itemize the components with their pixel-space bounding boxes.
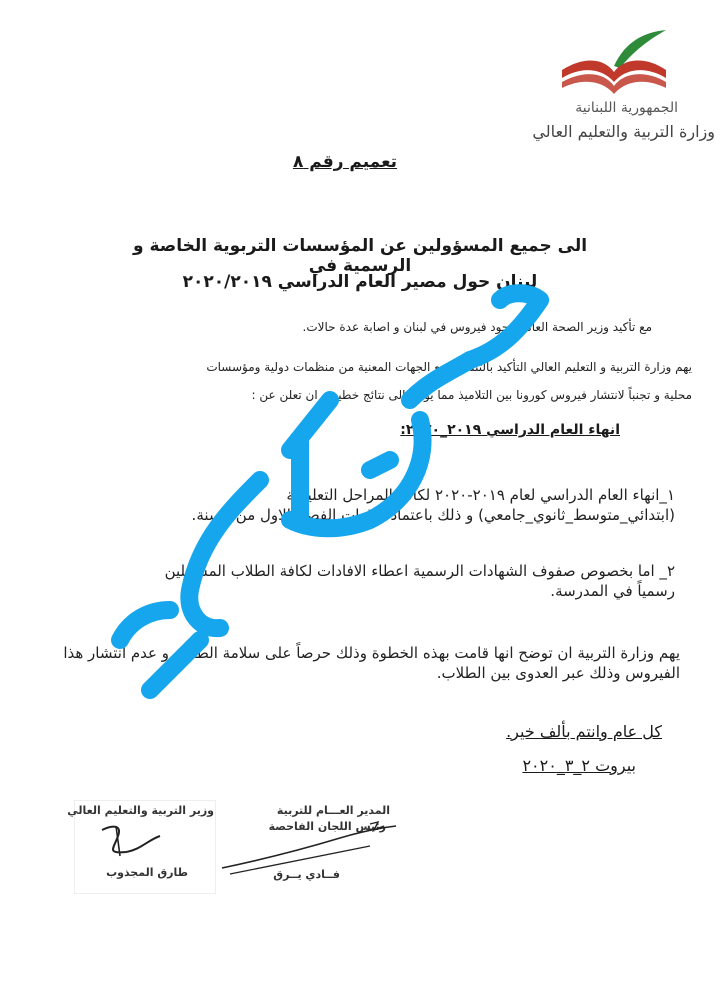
- intro-line-3: محلية و تجنباً لانتشار فيروس كورونا بين التلاميذ مما يؤدي الى نتائج خطيرة، ان تعلن عن :: [251, 388, 692, 402]
- place-date: بيروت ٢_٣_٢٠٢٠: [522, 756, 636, 775]
- ministry-logo: [554, 26, 672, 100]
- director-title-2: رئيس اللجان الفاحصة: [268, 820, 386, 833]
- section-title: انهاء العام الدراسي ٢٠١٩_٢٠٢٠:: [400, 422, 620, 438]
- item-2-line-2: رسمياً في المدرسة.: [550, 582, 675, 600]
- intro-line-2: يهم وزارة التربية و التعليم العالي التأكيد بالتنسيق مع الجهات المعنية من منظمات دولية ومؤسسات: [206, 360, 692, 374]
- intro-line-1: مع تأكيد وزير الصحة العامة وجود فيروس في لبنان و اصابة عدة حالات.: [302, 320, 652, 334]
- heading-line-1: الى جميع المسؤولين عن المؤسسات التربوية الخاصة و الرسمية في: [132, 236, 588, 276]
- item-1-line-2: (ابتدائي_متوسط_ثانوي_جامعي) و ذلك باعتماد علامات الفصل الاول من السنة.: [191, 506, 675, 524]
- minister-signature: [96, 822, 166, 860]
- republic-name: الجمهورية اللبنانية: [575, 100, 678, 116]
- closing-line-2: الفيروس وذلك عبر العدوى بين الطلاب.: [436, 664, 680, 682]
- director-signature: [220, 820, 400, 880]
- minister-name: طارق المجذوب: [106, 866, 188, 879]
- closing-line-1: يهم وزارة التربية ان توضح انها قامت بهذه الخطوة وذلك حرصاً على سلامة الطلاب و عدم انتشار هذا: [63, 644, 680, 662]
- item-2-line-1: ٢_ اما بخصوص صفوف الشهادات الرسمية اعطاء الافادات لكافة الطلاب المسجلين: [164, 562, 675, 580]
- director-name: فــادي يــرق: [273, 868, 340, 881]
- item-1-line-1: ١_انهاء العام الدراسي لعام ٢٠١٩-٢٠٢٠ لكافة المراحل التعليمية: [286, 486, 675, 504]
- minister-title: وزير التربية والتعليم العالي: [67, 804, 214, 817]
- director-title-1: المدير العـــام للتربية: [276, 804, 390, 817]
- greeting: كل عام وانتم بألف خير.: [506, 722, 662, 741]
- heading-line-2: لبنان حول مصير العام الدراسي ٢٠٢٠/٢٠١٩: [182, 272, 538, 292]
- circular-title: تعميم رقم ٨: [292, 152, 398, 172]
- ministry-name: وزارة التربية والتعليم العالي: [532, 122, 715, 141]
